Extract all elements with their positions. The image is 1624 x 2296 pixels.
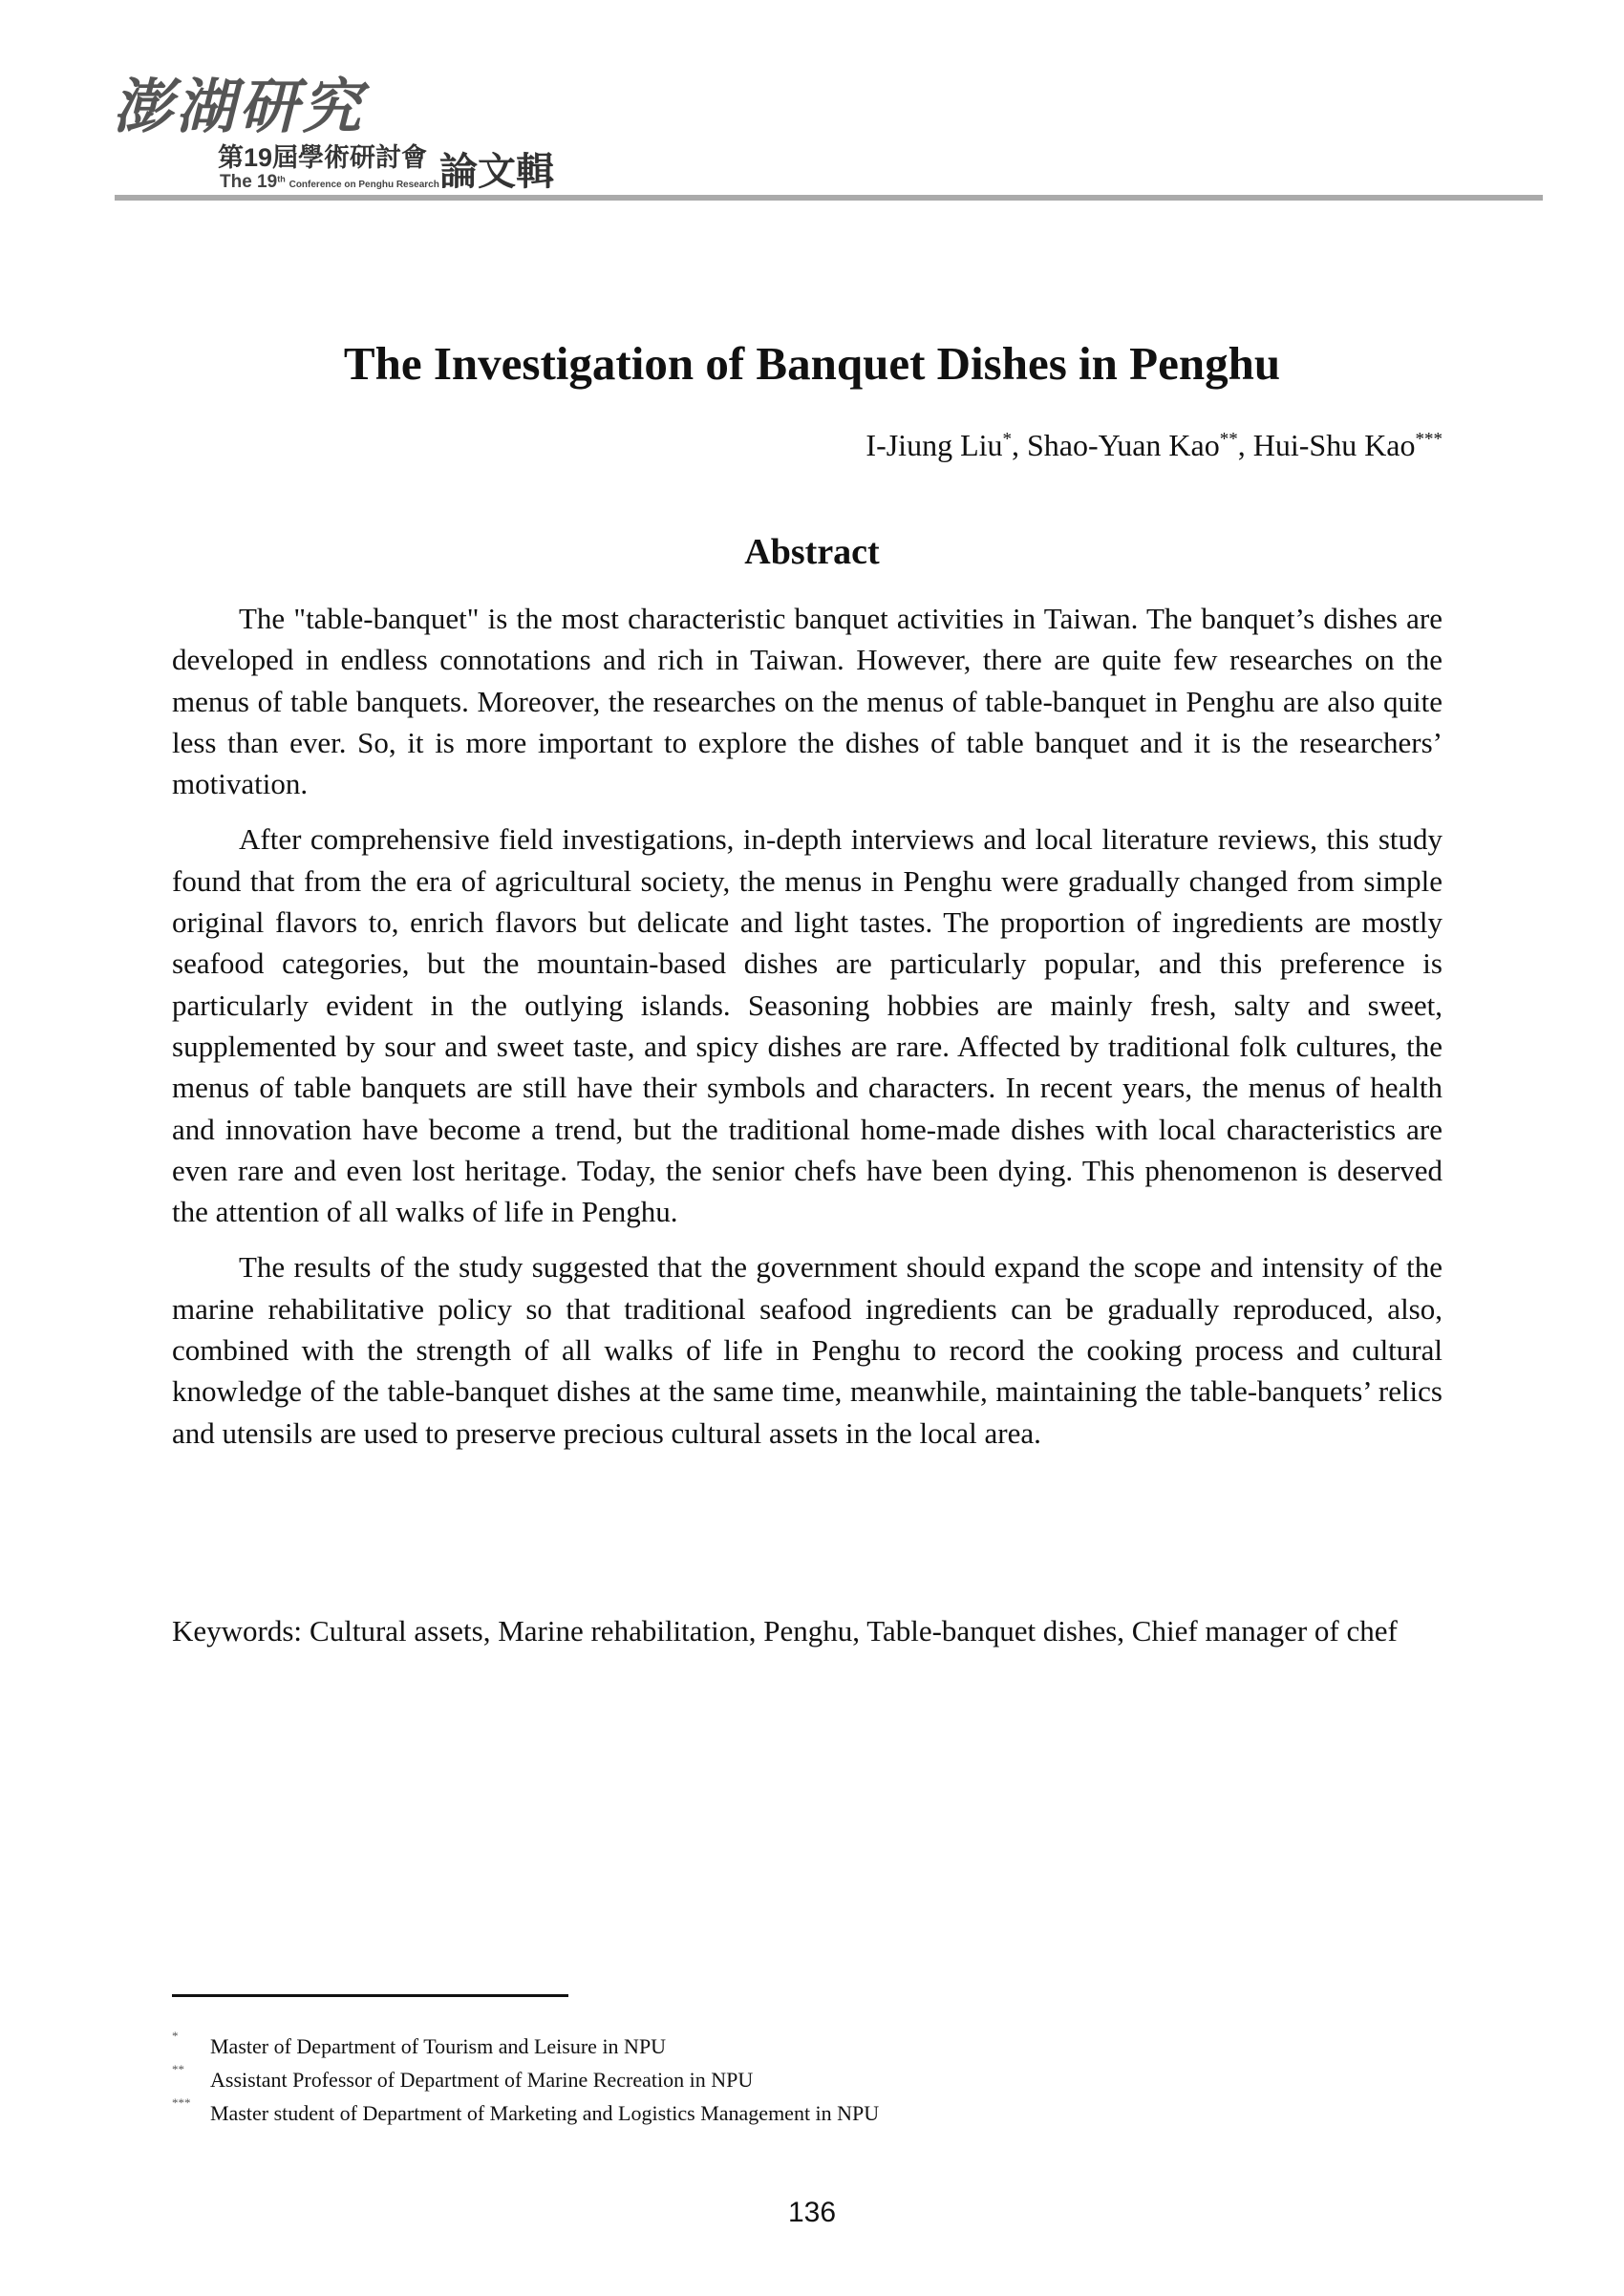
collection-label: 論文輯	[439, 151, 554, 193]
abstract-body	[172, 598, 1442, 1468]
author-list: I-Jiung Liu*, Shao-Yuan Kao**, Hui-Shu Kao***	[865, 428, 1442, 462]
page-number: 136	[787, 2197, 837, 2228]
author: I-Jiung Liu	[865, 428, 1003, 462]
header-divider	[115, 195, 1543, 201]
keywords	[172, 1610, 1442, 1651]
journal-logo: 澎湖研究	[113, 72, 366, 141]
abstract-paragraph: The results of the study suggested that the government should expand the scope and intensity of the marine rehabilitative policy so that traditional seafood ingredients can be gradually reproduced, also, combined with the strength of all walks of life in Penghu to record the cooking process and cultural knowledge of the table-banquet dishes at the same time, meanwhile, maintaining the table-banquets’ relics and utensils are used to preserve precious cultural assets in the local area.	[172, 1250, 1442, 1450]
abstract-heading: Abstract	[744, 532, 880, 572]
author: Hui-Shu Kao	[1252, 428, 1416, 462]
keywords-label: Keywords:	[172, 1614, 303, 1648]
abstract-paragraph: After comprehensive field investigations, in-depth interviews and local literature reviews, this study found that from the era of agricultural society, the menus in Penghu were gradually changed from simple original flavors to, enrich flavors but delicate and light tastes. The proportion of ingredients are mostly seafood categories, but the mountain-based dishes are particularly popular, and this preference is particularly evident in the outlying islands. Seasoning hobbies are mainly fresh, salty and sweet, supplemented by sour and sweet taste, and spicy dishes are rare. Affected by traditional folk cultures, the menus of table banquets are still have their symbols and characters. In recent years, the menus of health and innovation have become a trend, but the traditional home-made dishes with local characteristics are even rare and even lost heritage. Today, the senior chefs have been dying. This phenomenon is deserved the attention of all walks of life in Penghu.	[172, 822, 1442, 1229]
conference-title-cn: 第19屆學術研討會	[218, 143, 428, 172]
footnote-divider	[172, 1994, 568, 1997]
paper-title: The Investigation of Banquet Dishes in Penghu	[343, 337, 1281, 390]
abstract-paragraph: The "table-banquet" is the most characteristic banquet activities in Taiwan. The banquet’s dishes are developed in endless connotations and rich in Taiwan. However, there are quite few researches on the menus of table banquets. Moreover, the researches on the menus of table-banquet in Penghu are also quite less than ever. So, it is more important to explore the dishes of table banquet and it is the researchers’ motivation.	[172, 602, 1442, 801]
conference-title-en: The 19th Conference on Penghu Research	[220, 172, 439, 192]
author: Shao-Yuan Kao	[1027, 428, 1220, 462]
paper-page: 澎湖研究 第19屆學術研討會 The 19th Conference on Penghu Research 論文輯 The Investigation of Banquet Dishes in Penghu I-Jiung Liu*, Shao-Yuan Kao**, Hui-Shu Kao*** Abstract The "table-banquet" is the most characteristic banquet activities in Taiwan. The banquet’s dishes are developed in endless connotations and rich in Taiwan. However, there are quite few researches on the menus of table banquets. Moreover, the researches on the menus of table-banquet in Penghu are also quite less than ever. So, it is more important to explore the dishes of table banquet and it is the researchers’ motivation. After comprehensive field investigations, in-depth interviews and local literature reviews, this study found that from the era of agricultural society, the menus in Penghu were gradually changed from simple original flavors to, enrich flavors but delicate and light tastes. The proportion of ingredients are mostly seafood categories, but the mountain-based dishes are particularly popular, and this preference is particularly evident in the outlying islands. Seasoning hobbies are mainly fresh, salty and sweet, supplemented by sour and sweet taste, and spicy dishes are rare. Affected by traditional folk cultures, the menus of table banquets are still have their symbols and characters. In recent years, the menus of health and innovation have become a trend, but the traditional home-made dishes with local characteristics are even rare and even lost heritage. Today, the senior chefs have been dying. This phenomenon is deserved the attention of all walks of life in Penghu. The results of the study suggested that the government should expand the scope and intensity of the marine rehabilitative policy so that traditional seafood ingredients can be gradually reproduced, also, combined with the strength of all walks of life in Penghu to record the cooking process and cultural knowledge of the table-banquet dishes at the same time, meanwhile, maintaining the table-banquets’ relics and utensils are used to preserve precious cultural assets in the local area. Keywords: Cultural assets, Marine rehabilitation, Penghu, Table-banquet dishes, Chief manager of chef * Master of Department of Tourism and Leisure in NPU ** Assistant Professor of Department of Marine Recreation in NPU *** Master student of Department of Marketing and Logistics Management in NPU 136	[0, 0, 1624, 2296]
keywords-text: Cultural assets, Marine rehabilitation, Penghu, Table-banquet dishes, Chief manager of chef	[310, 1614, 1398, 1648]
